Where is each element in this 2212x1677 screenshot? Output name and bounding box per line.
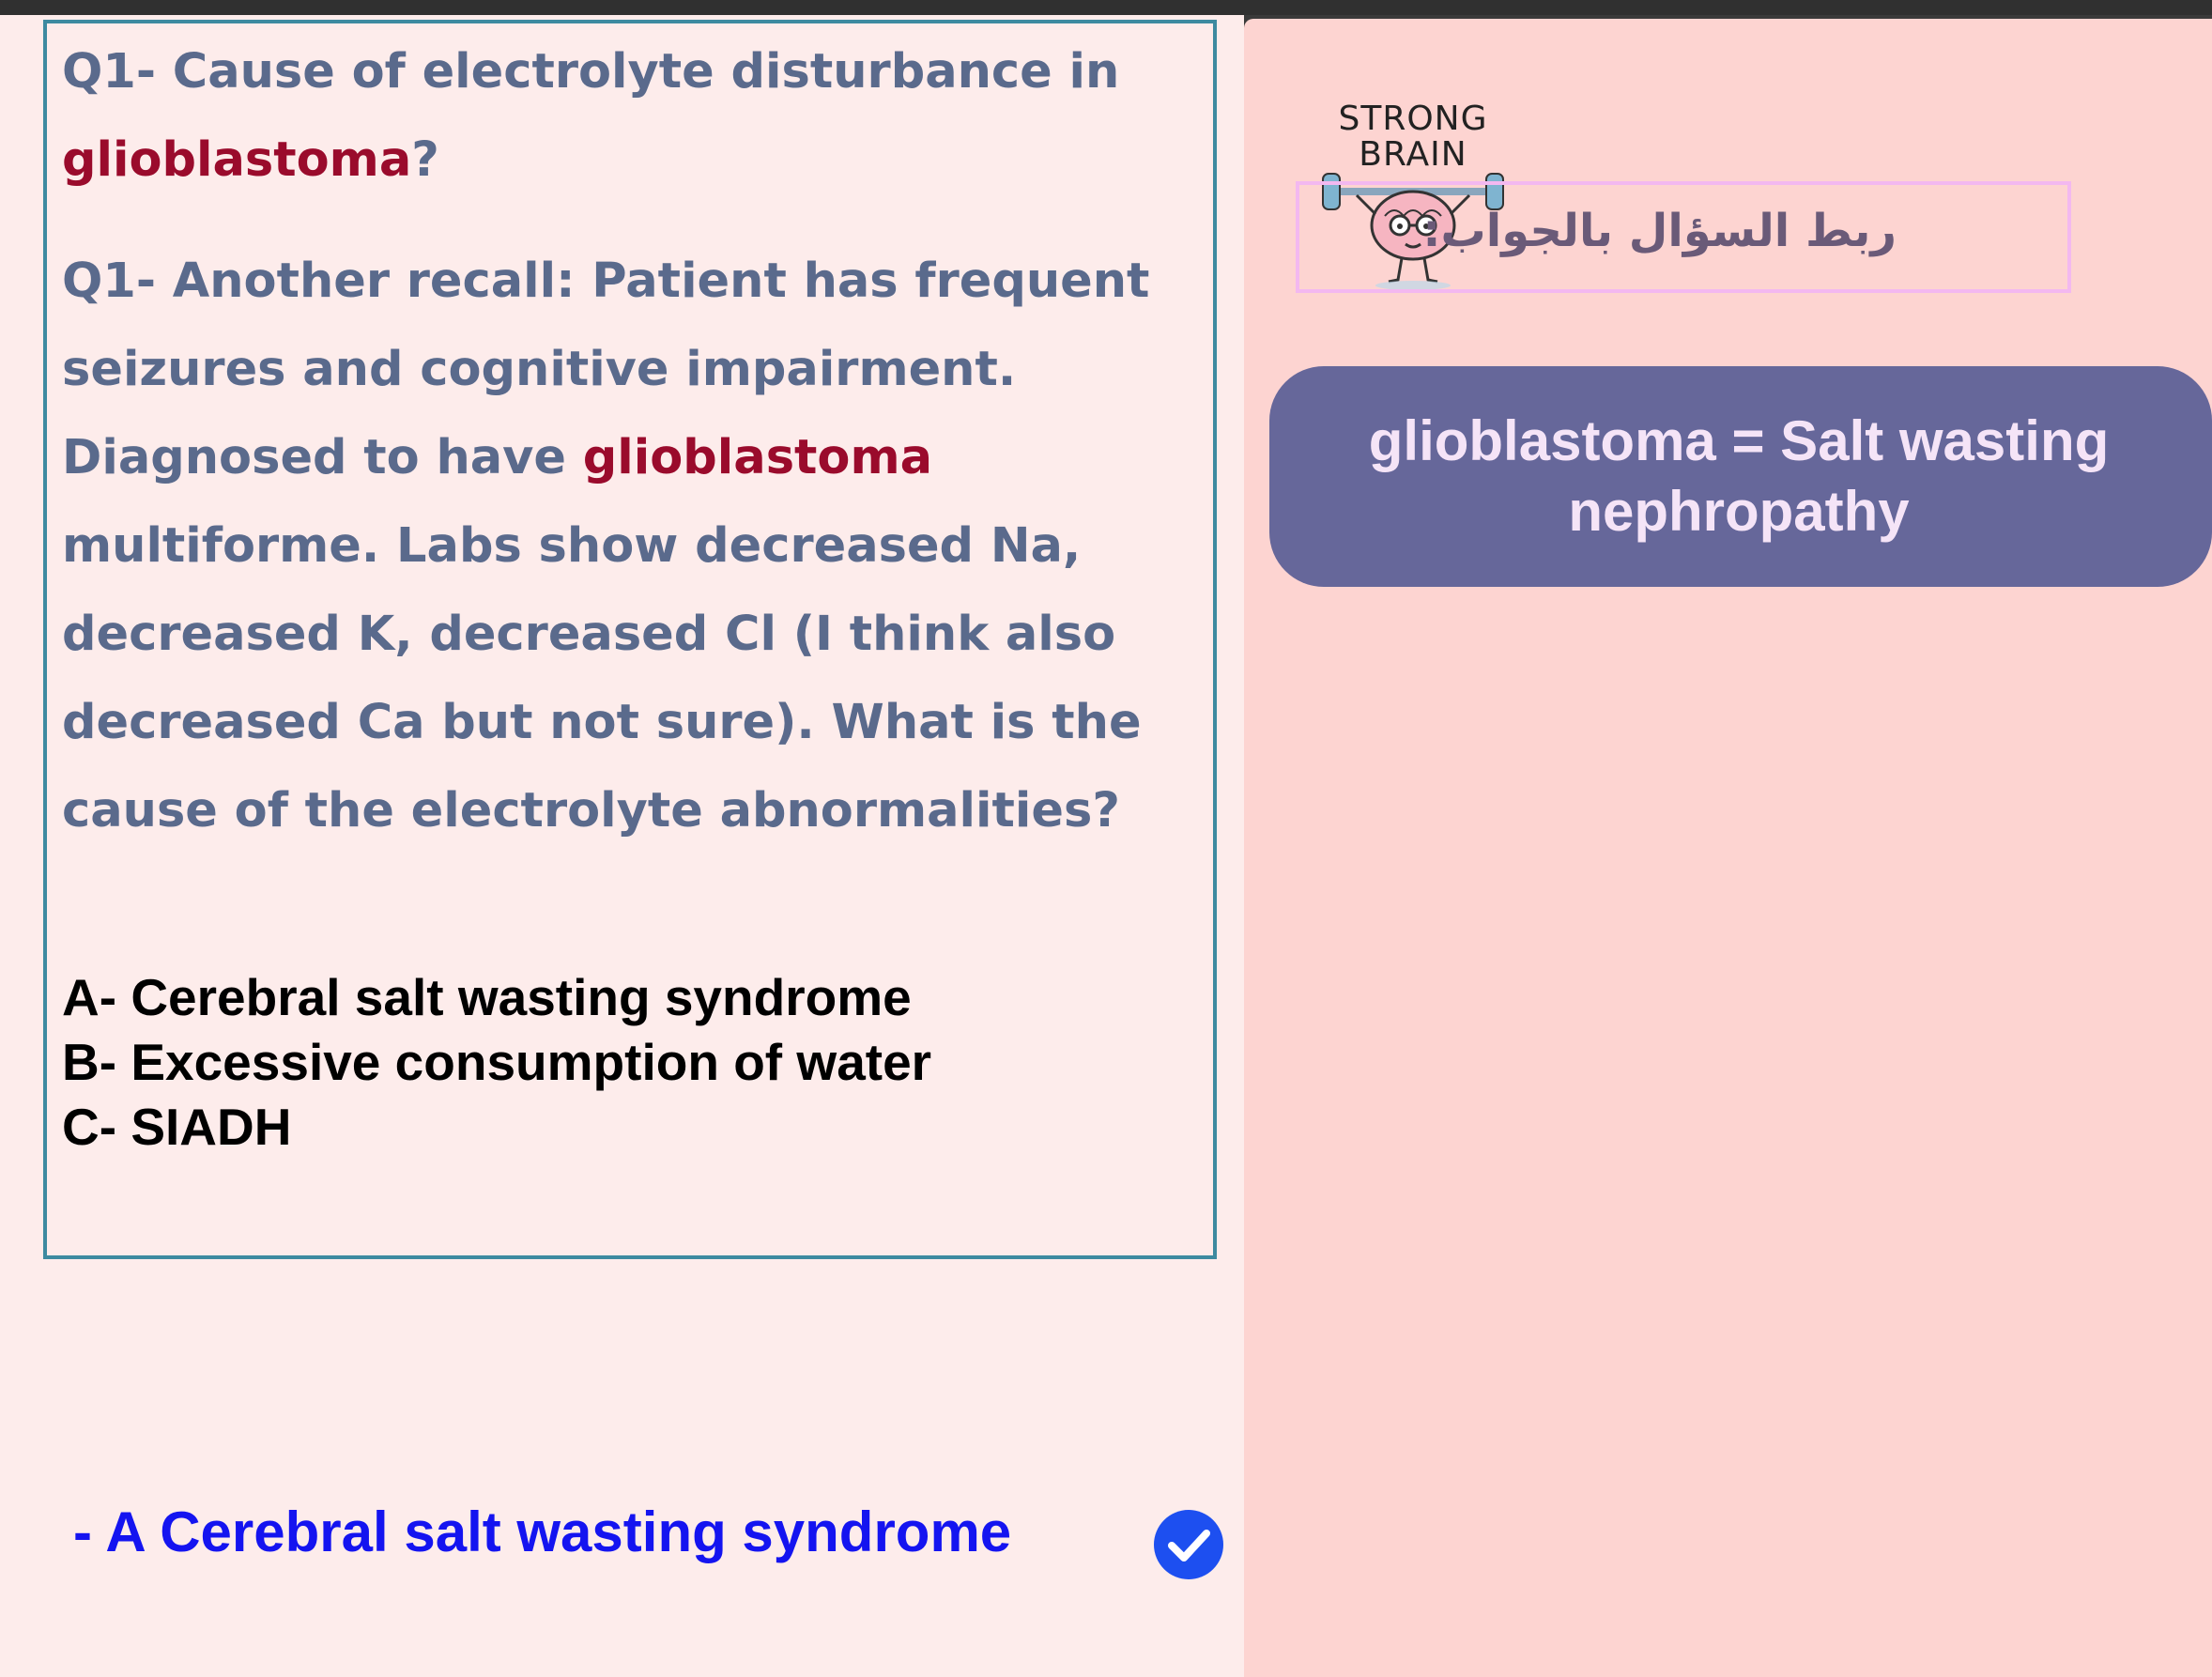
link-label: ربط السؤال بالجواب: — [1422, 205, 1897, 257]
check-circle-icon — [1153, 1509, 1224, 1580]
option-a[interactable]: A- Cerebral salt wasting syndrome — [62, 968, 912, 1026]
question-title-highlight: glioblastoma — [62, 132, 412, 188]
question-title-prefix: Q1- Cause of electrolyte disturbance in — [62, 44, 1120, 100]
question-recall-prefix: Q1- Another recall: Patient has frequent seizures and cognitive impairment. Diagnosed to have — [62, 254, 1150, 485]
question-title-suffix: ? — [411, 132, 439, 188]
question-recall-highlight: glioblastoma — [582, 430, 933, 485]
correct-answer: - A Cerebral salt wasting syndrome — [73, 1500, 1012, 1563]
option-b[interactable]: B- Excessive consumption of water — [62, 1033, 932, 1091]
option-c[interactable]: C- SIADH — [62, 1098, 292, 1156]
answer-options — [62, 965, 931, 1160]
question-title — [62, 28, 1151, 205]
question-recall-suffix: multiforme. Labs show decreased Na, decreased K, decreased Cl (I think also decreased Ca but not sure). What is the cause of the electrolyte abnormalities? — [62, 518, 1142, 838]
top-bar — [0, 0, 2212, 15]
key-point-text: glioblastoma = Salt wasting nephropathy — [1368, 409, 2110, 543]
logo-text: STRONG BRAIN — [1338, 100, 1488, 174]
question-recall — [62, 238, 1151, 855]
